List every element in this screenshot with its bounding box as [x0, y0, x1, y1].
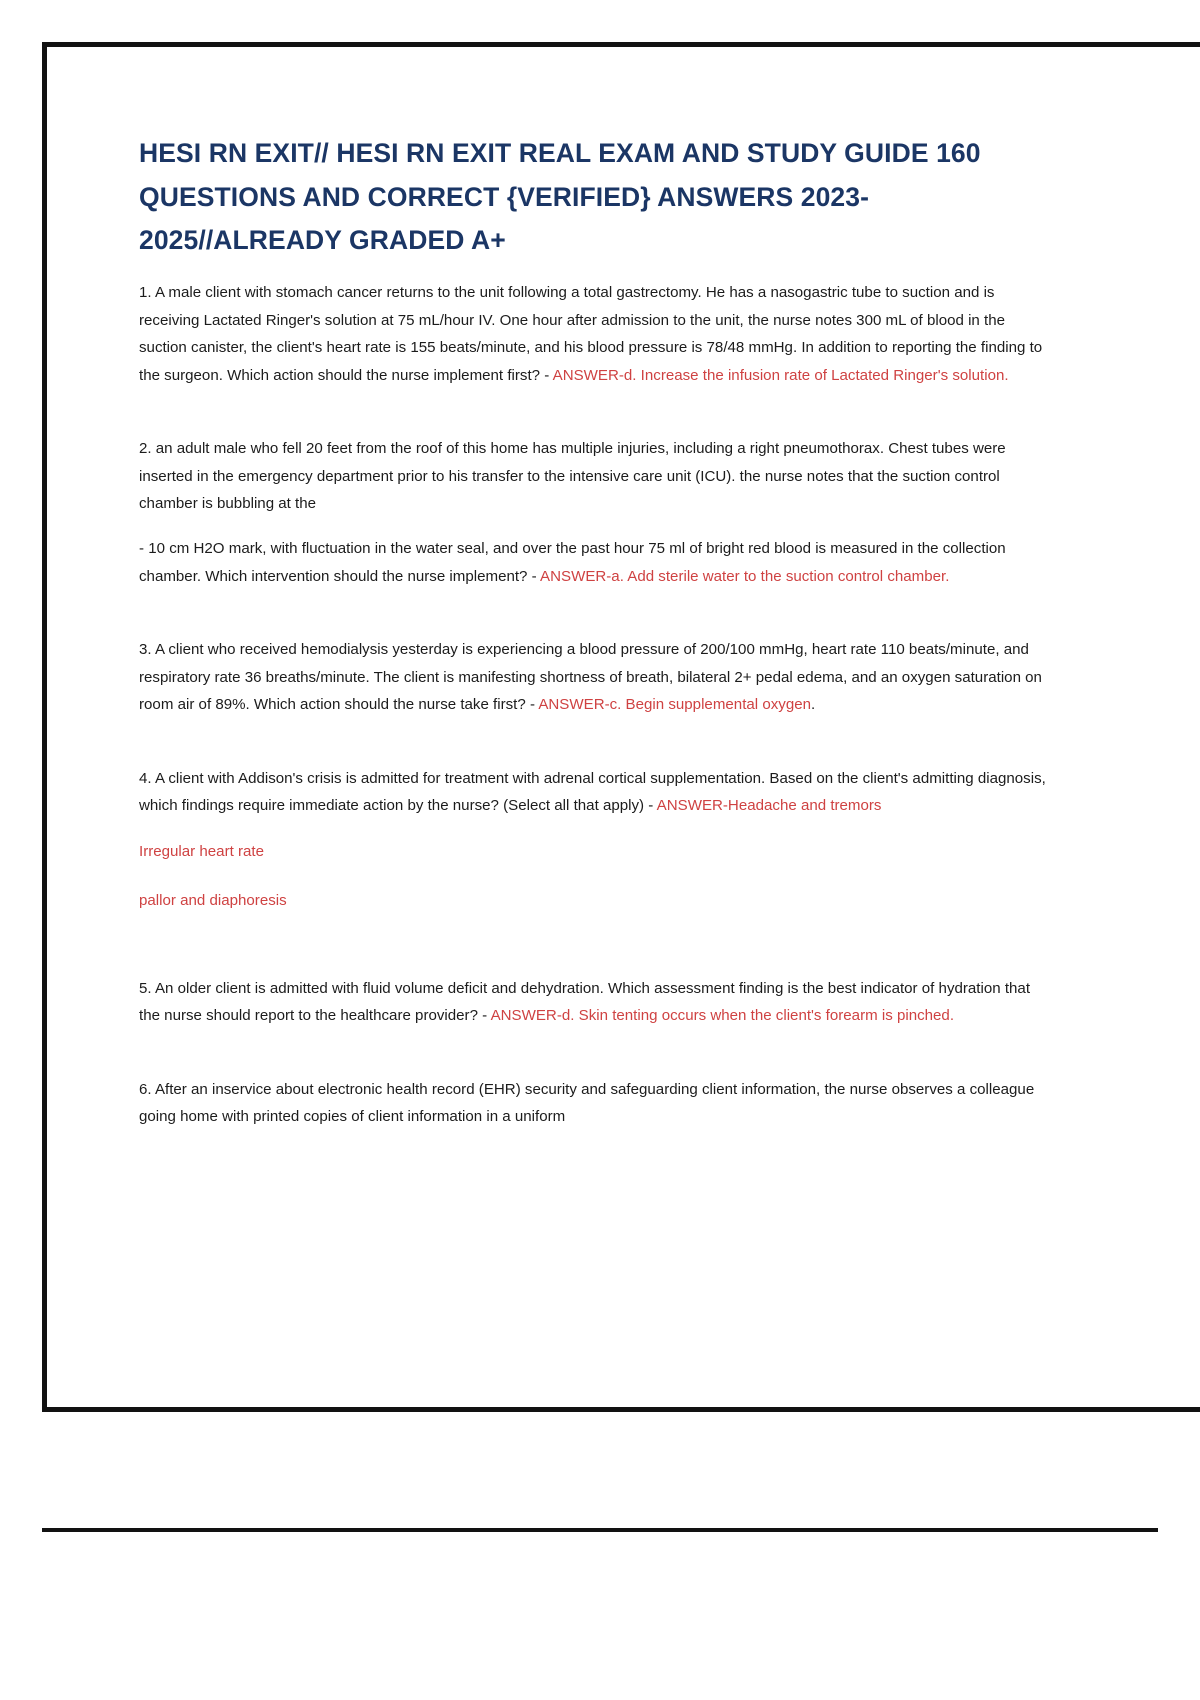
document-frame: [42, 42, 1200, 1412]
question-text-6: 6. After an inservice about electronic health record (EHR) security and safeguarding client information, the nurse observes a colleague going home with printed copies of client information in a uniform: [139, 1080, 1035, 1126]
question-body-5: 5. An older client is admitted with fluid volume deficit and dehydration. Which assessment finding is the best indicator of hydration that the nurse should report to the healthcare provider? -: [139, 979, 1031, 1025]
question-body-4: 4. A client with Addison's crisis is admitted for treatment with adrenal cortical supplementation. Based on the client's admitting diagnosis, which findings require immediate action by the nurse? (Select all that apply) -: [139, 769, 1046, 815]
answer-text-3: ANSWER-c. Begin supplemental oxygen: [538, 696, 811, 714]
answer-text-1: ANSWER-d. Increase the infusion rate of Lactated Ringer's solution.: [552, 366, 1009, 384]
question-text-4: [139, 765, 1051, 820]
qa-block-2: [139, 435, 1051, 590]
document-body: [139, 132, 1051, 1177]
qa-block-5: [139, 975, 1051, 1030]
question-text-1: [139, 279, 1051, 389]
answer-extra-4-1: Irregular heart rate: [139, 842, 265, 860]
page-bottom-rule: [42, 1528, 1158, 1532]
qa-block-3: [139, 636, 1051, 718]
answer-text-5: ANSWER-d. Skin tenting occurs when the client's forearm is pinched.: [490, 1007, 955, 1025]
answer-extra-4-2: pallor and diaphoresis: [139, 892, 287, 910]
question-body-2b: - 10 cm H2O mark, with fluctuation in the water seal, and over the past hour 75 ml of bright red blood is measured in the collection chamber. Which intervention should the nurse implement? -: [139, 540, 1006, 585]
answer-text-2: ANSWER-a. Add sterile water to the suction control chamber.: [540, 567, 950, 585]
qa-block-6: [139, 1076, 1051, 1131]
question-body-3: 3. A client who received hemodialysis yesterday is experiencing a blood pressure of 200/100 mmHg, heart rate 110 beats/minute, and respiratory rate 36 breaths/minute. The client is manifesting shortness of breath, bilateral 2+ pedal edema, and an oxygen saturation on room air of 89%. Which action should the nurse take first? -: [139, 641, 1042, 714]
page-title: HESI RN EXIT// HESI RN EXIT REAL EXAM AND STUDY GUIDE 160 QUESTIONS AND CORRECT {VERIFIED} ANSWERS 2023-2025//ALREADY GRADED A+: [139, 138, 981, 256]
qa-block-4: [139, 765, 1051, 915]
section-spacer: [139, 945, 1051, 975]
question-body-1: 1. A male client with stomach cancer returns to the unit following a total gastrectomy. He has a nasogastric tube to suction and is receiving Lactated Ringer's solution at 75 mL/hour IV. One hour after admission to the unit, the nurse notes 300 mL of blood in the suction canister, the client's heart rate is 155 beats/minute, and his blood pressure is 78/48 mmHg. In addition to reporting the finding to the surgeon. Which action should the nurse implement first? -: [139, 284, 1043, 384]
qa-block-1: [139, 279, 1051, 389]
answer-tail-3: .: [811, 696, 816, 714]
question-text-2-continued: [139, 535, 1051, 590]
answer-text-4: ANSWER-Headache and tremors: [656, 797, 882, 815]
question-text-3: [139, 636, 1051, 718]
question-text-5: [139, 975, 1051, 1030]
question-text-2: 2. an adult male who fell 20 feet from the roof of this home has multiple injuries, including a right pneumothorax. Chest tubes were inserted in the emergency department prior to his transfer to the intensive care unit (ICU). the nurse notes that the suction control chamber is bubbling at the: [139, 440, 1006, 512]
